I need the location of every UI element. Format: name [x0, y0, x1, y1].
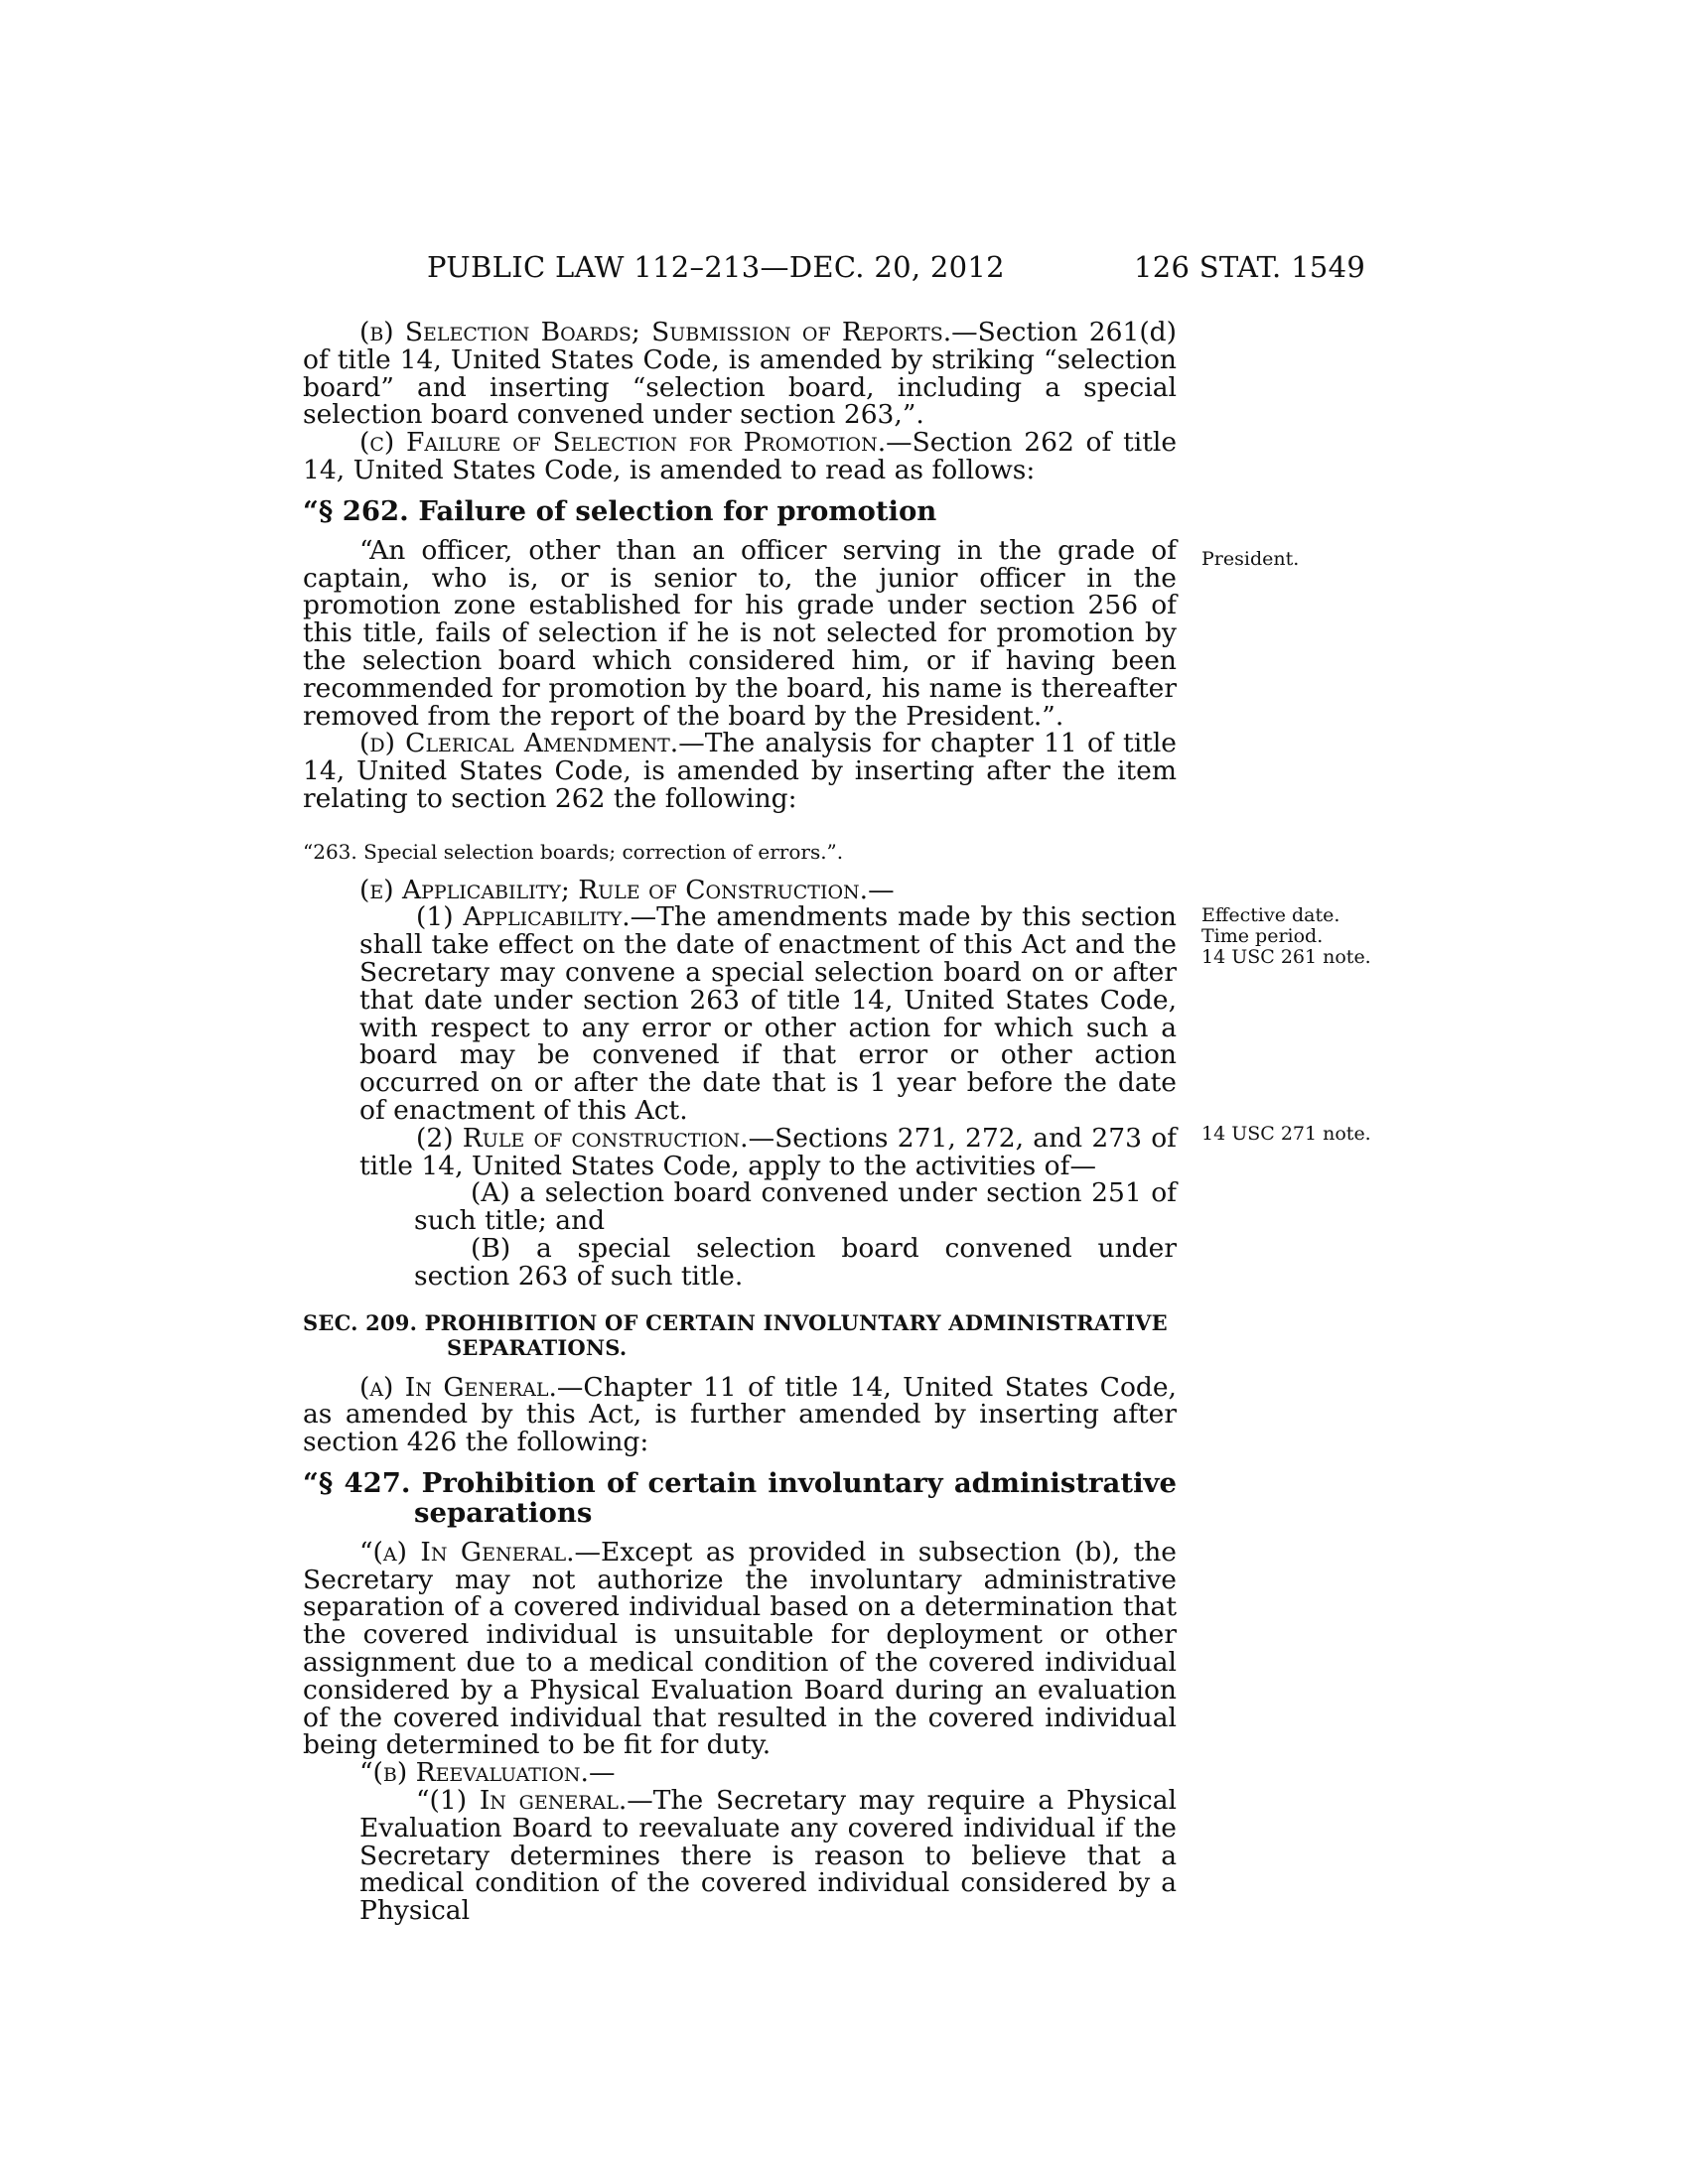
section-427-b1 [303, 1787, 1177, 1925]
paragraph-e2-heading: (2) Rule of construction. [416, 1122, 749, 1154]
paragraph-e1-text: —The amendments made by this section shall take effect on the date of enactment of this Act and the Secretary may convene a special selection board on or after that date under section 263 of title 14, United States Code, with respect to any error or other action for which such a board may be convened if that error or other action occurred on or after the date that is 1 year before the date of enactment of this Act. [359, 901, 1177, 1126]
paragraph-c-text: —Section 262 of title 14, United States Code, is amended to read as follows: [303, 427, 1178, 485]
section-209-a-text: —Chapter 11 of title 14, United States Code, as amended by this Act, is further amended by inserting after section 426 the following: [303, 1371, 1177, 1458]
paragraph-d-heading: (d) Clerical Amendment. [359, 728, 679, 759]
paragraph-e2 [303, 1122, 1177, 1181]
paragraph-b-text: —Section 261(d) of title 14, United States Code, is amended by striking “selection board” and inserting “selection board, including a special selection board convened under section 263,”. [303, 317, 1177, 431]
margin-note-14-usc-271: 14 USC 271 note. [1201, 1123, 1371, 1145]
section-209-a [303, 1371, 1177, 1458]
paragraph-b [303, 319, 1177, 429]
stat-page-reference: 126 STAT. 1549 [1134, 250, 1366, 284]
paragraph-e1 [303, 903, 1177, 1124]
section-262-title: “§ 262. Failure of selection for promotion [303, 494, 937, 527]
paragraph-e2-b: (B) a special selection board convened under section 263 of such title. [414, 1232, 1177, 1292]
section-209-heading: SEC. 209. PROHIBITION OF CERTAIN INVOLUNTARY ADMINISTRATIVE SEPARATIONS. [303, 1309, 1168, 1360]
section-427-b-heading: “(b) Reevaluation.— [359, 1757, 616, 1789]
paragraph-c [303, 429, 1177, 484]
paragraph-b-heading: (b) Selection Boards; Submission of Reports. [359, 317, 952, 347]
running-head: PUBLIC LAW 112–213—DEC. 20, 2012 [427, 250, 1005, 284]
section-427-b1-text: —The Secretary may require a Physical Evaluation Board to reevaluate any covered individual if the Secretary determines there is reason to believe that a medical condition of the covered individual considered by a Physical [359, 1785, 1177, 1927]
margin-note-president: President. [1201, 548, 1300, 570]
section-427-a-heading: “(a) In General. [359, 1536, 575, 1568]
paragraph-d-text: —The analysis for chapter 11 of title 14, United States Code, is amended by inserting after the item relating to section 262 the following: [303, 728, 1177, 814]
paragraph-e1-heading: (1) Applicability. [416, 901, 631, 933]
main-text [303, 319, 1177, 1925]
margin-note-14-usc-261: 14 USC 261 note. [1201, 946, 1371, 968]
paragraph-d [303, 730, 1177, 812]
paragraph-e-heading: (e) Applicability; Rule of Construction.— [359, 874, 895, 905]
table-of-contents-item: “263. Special selection boards; correction of errors.”. [303, 839, 844, 864]
section-262-text: “An officer, other than an officer serving in the grade of captain, who is, or is senior to, the junior officer in the promotion zone established for his grade under section 256 of this title, fails of selection if he is not selected for promotion by the selection board which considered him, or if having been recommended for promotion by the board, his name is thereafter removed from the report of the board by the President.”. [303, 534, 1177, 732]
section-427-a-text: —Except as provided in subsection (b), the Secretary may not authorize the involuntary administrative separation of a covered individual based on a determination that the covered individual is unsuitable for deployment or other assignment due to a medical condition of the covered individual considered by a Physical Evaluation Board during an evaluation of the covered individual that resulted in the covered individual being determined to be fit for duty. [303, 1536, 1177, 1761]
section-427-b1-heading: “(1) In general. [416, 1785, 628, 1817]
margin-note-time-period: Time period. [1201, 925, 1324, 947]
paragraph-c-heading: (c) Failure of Selection for Promotion. [359, 427, 887, 459]
paragraph-e2-a: (A) a selection board convened under section 251 of such title; and [414, 1177, 1177, 1237]
section-427-title: “§ 427. Prohibition of certain involuntary administrative separations [303, 1466, 1177, 1529]
margin-note-effective-date: Effective date. [1201, 904, 1340, 926]
section-209-a-heading: (a) In General. [359, 1371, 557, 1403]
section-427-a [303, 1536, 1177, 1761]
paragraph-e2-text: —Sections 271, 272, and 273 of title 14, United States Code, apply to the activities of— [359, 1122, 1177, 1181]
